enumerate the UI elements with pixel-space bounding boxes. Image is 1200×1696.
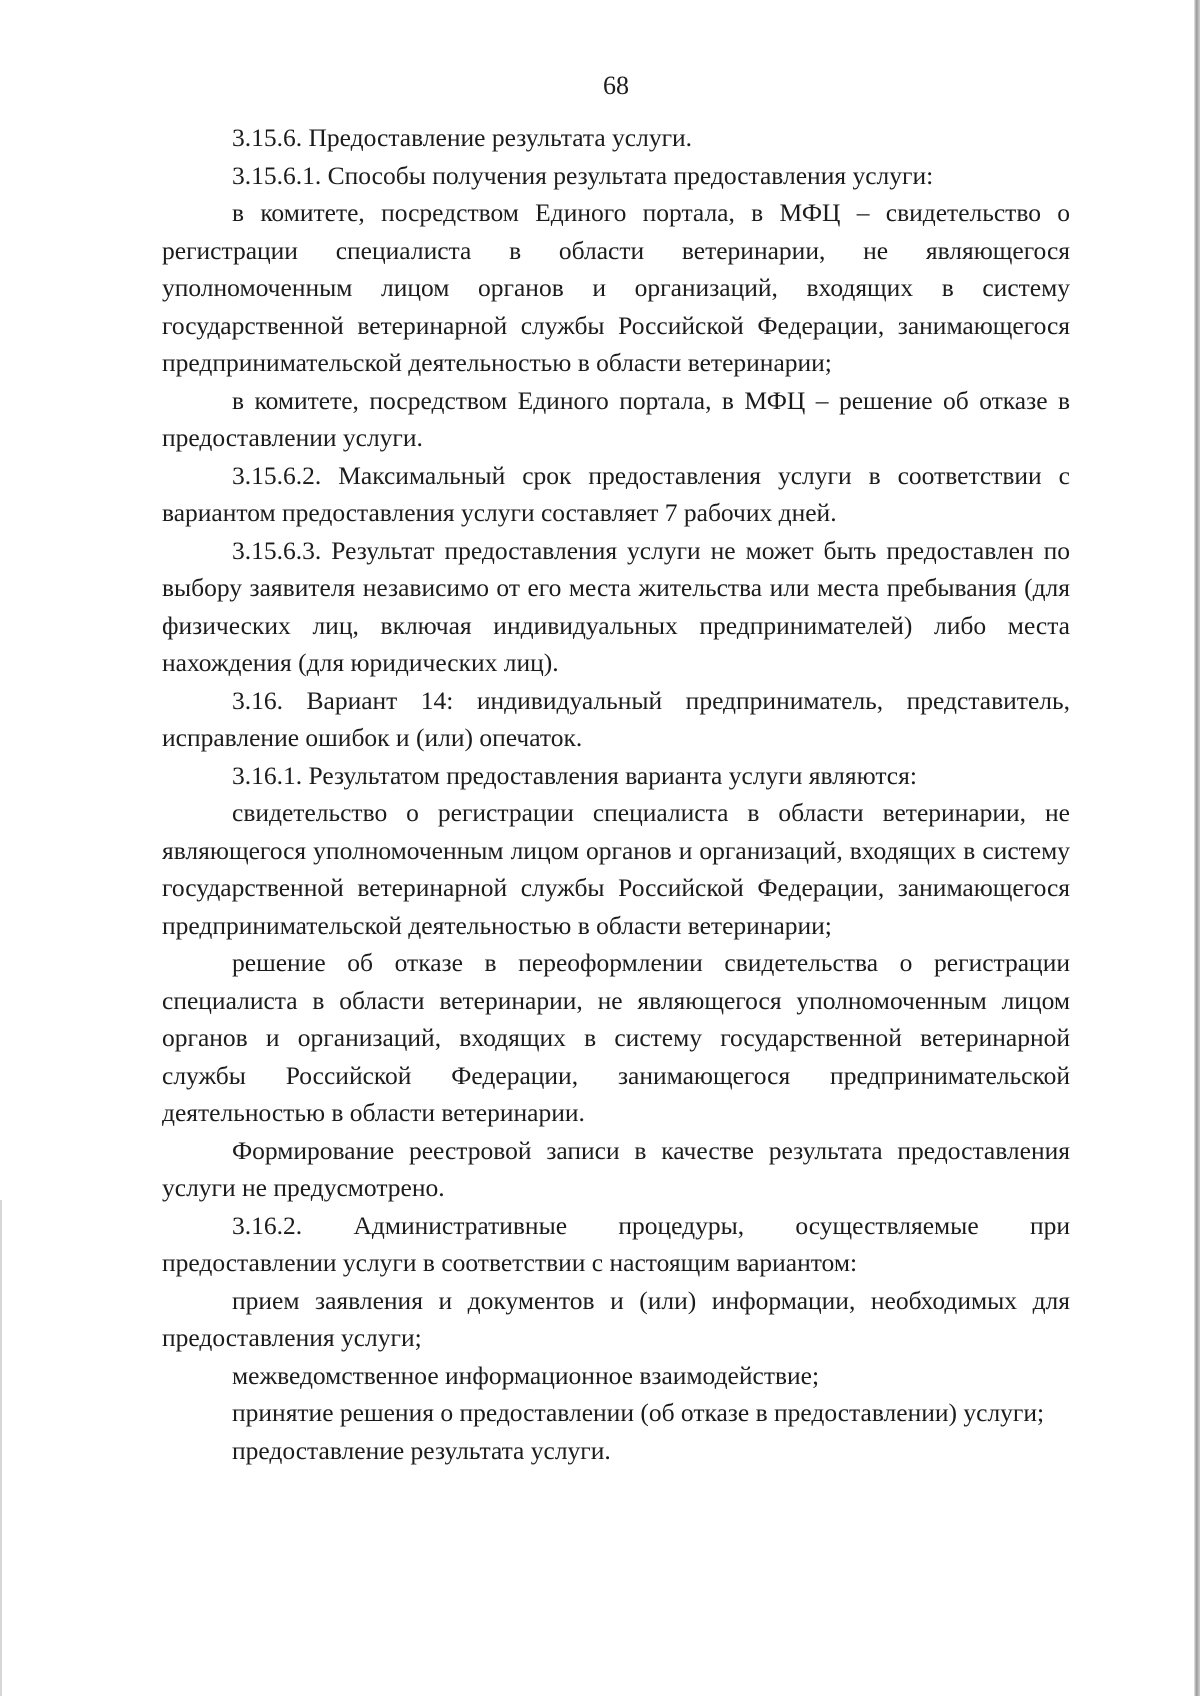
paragraph-3-16: 3.16. Вариант 14: индивидуальный предприниматель, представитель, исправление ошибок и (или) опечаток.: [162, 685, 1070, 752]
paragraph-variant-certificate: свидетельство о регистрации специалиста в области ветеринарии, не являющегося уполномоченным лицом органов и организаций, входящих в систему государственной ветеринарной службы Российской Федерации, занимающегося предпринимательской деятельностью в области ветеринарии;: [162, 798, 1070, 940]
paragraph-3-15-6-3: 3.15.6.3. Результат предоставления услуги не может быть предоставлен по выбору заявителя независимо от его места жительства или места пребывания (для физических лиц, включая индивидуальных предпринимателей) либо места нахождения (для юридических лиц).: [162, 535, 1070, 677]
paragraph-3-15-6: 3.15.6. Предоставление результата услуги.: [232, 123, 693, 152]
paragraph-registry-entry: Формирование реестровой записи в качестве результата предоставления услуги не предусмотрено.: [162, 1135, 1070, 1202]
paragraph-3-16-2: 3.16.2. Административные процедуры, осуществляемые при предоставлении услуги в соответствии с настоящим вариантом:: [162, 1210, 1070, 1277]
paragraph-3-15-6-1: 3.15.6.1. Способы получения результата предоставления услуги:: [232, 160, 934, 190]
paragraph-result-refusal: в комитете, посредством Единого портала, в МФЦ – решение об отказе в предоставлении услуги.: [162, 385, 1070, 452]
document-body: [162, 119, 1070, 1469]
paragraph-variant-refusal: решение об отказе в переоформлении свидетельства о регистрации специалиста в области ветеринарии, не являющегося уполномоченным лицом органов и организаций, входящих в систему государственной ветеринарной службы Российской Федерации, занимающегося предпринимательской деятельностью в области ветеринарии.: [162, 948, 1070, 1127]
list-item-result-delivery: предоставление результата услуги.: [232, 1435, 611, 1465]
paragraph-result-certificate: в комитете, посредством Единого портала, в МФЦ – свидетельство о регистрации специалиста в области ветеринарии, не являющегося уполномоченным лицом органов и организаций, входящих в систему государственной ветеринарной службы Российской Федерации, занимающегося предпринимательской деятельностью в области ветеринарии;: [162, 198, 1070, 377]
scan-edge-shadow: [1194, 0, 1200, 1696]
list-item-interagency-interaction: межведомственное информационное взаимодействие;: [232, 1360, 820, 1390]
list-item-decision: принятие решения о предоставлении (об отказе в предоставлении) услуги;: [232, 1398, 1045, 1427]
list-item-application-intake: прием заявления и документов и (или) информации, необходимых для предоставления услуги;: [162, 1285, 1070, 1352]
scan-edge-left: [0, 1200, 2, 1696]
paragraph-3-16-1: 3.16.1. Результатом предоставления варианта услуги являются:: [232, 760, 917, 790]
paragraph-3-15-6-2: 3.15.6.2. Максимальный срок предоставления услуги в соответствии с вариантом предоставления услуги составляет 7 рабочих дней.: [162, 460, 1070, 527]
page-number: 68: [603, 71, 629, 100]
